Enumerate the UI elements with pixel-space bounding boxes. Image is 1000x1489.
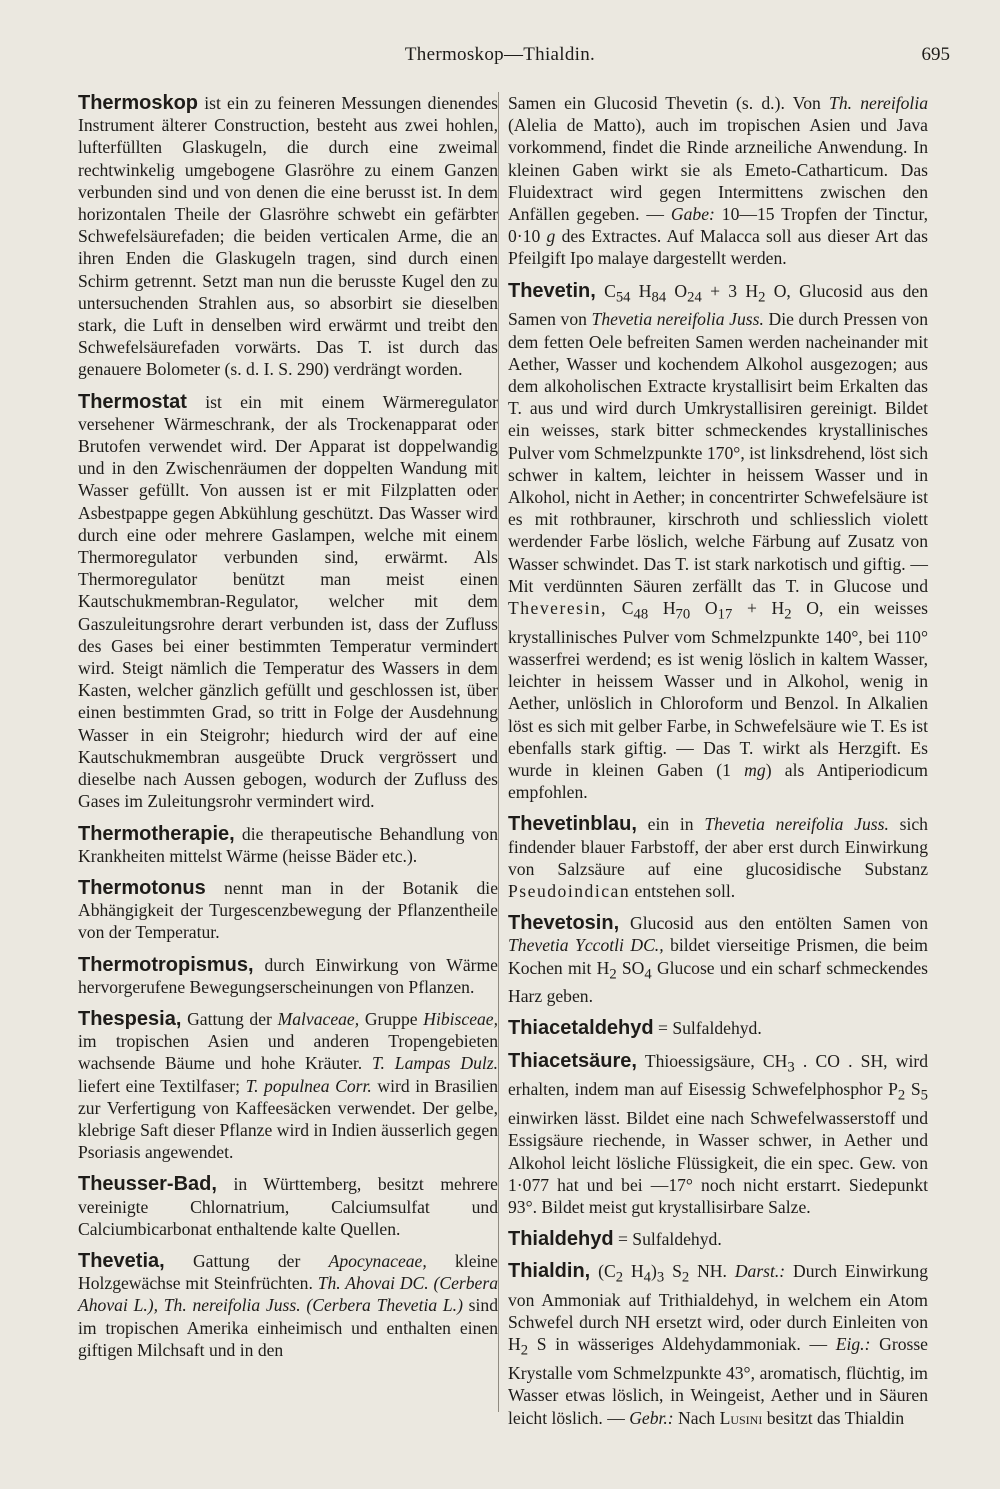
subscript: 4 <box>644 966 652 983</box>
entry-text: Glucosid aus den entölten Samen von <box>619 913 928 934</box>
entry-text: Th. nereifolia <box>829 93 928 113</box>
entry-text: T. Lampas Dulz. <box>372 1053 498 1074</box>
entry-text: Malvaceae, <box>277 1008 360 1029</box>
entry-text: Pseudoindican <box>508 880 631 901</box>
entry-thermoskop <box>78 92 498 381</box>
entry-thevetia <box>78 1250 498 1361</box>
subscript: 2 <box>615 1269 624 1286</box>
headword: Thiacetsäure, <box>508 1049 637 1072</box>
entry-text: Die durch Pressen von dem fetten Oele befreiten Samen werden nacheinander mit Aether, Wasser und kochendem Alkohol ausgezogen; aus dem alkoholischen Extracte krystallisirt beim Erkalten das T. aus und wird durch Umkrystallisiren gereinigt. Bildet ein weisses, stark bitter schmeckendes krystallinisches Pulver vom Schmelzpunkte 170°, ist linksdrehend, löst sich schwer in kaltem, leichter in heissem Wasser und in Alkohol, nicht in Aether; in concentrirter Schwefelsäure ist es mit rothbrauner, kirschroth und schliesslich violett werdender Farbe löslich, welche Färbung auf Zusatz von Wasser schwindet. Das T. ist stark narkotisch und giftig. — Mit verdünnten Säuren zerfällt das T. in Glucose und <box>508 309 928 596</box>
entry-text: S in wässeriges Aldehydammoniak. — <box>528 1334 836 1355</box>
entry-text: . CO . SH, wird erhalten, indem man auf Eisessig Schwefelphosphor P <box>508 1050 928 1100</box>
entry-text: Thevetia nereifolia Juss. <box>704 814 889 835</box>
entry-text: Theveresin, <box>508 597 608 618</box>
entry-text: die therapeutische Behandlung von Krankheiten mittelst Wärme (heisse Bäder etc.). <box>78 823 498 866</box>
subscript: 5 <box>920 1087 928 1104</box>
entry-text: Eig.: <box>835 1334 871 1355</box>
entry-text: ist ein zu feineren Messungen dienendes Instrument älterer Construction, besteht aus zwei hohlen, lufterfüllten Glaskugeln, die durch eine zweimal rechtwinkelig umgebogene Glasröhre zu einem Ganzen verbunden sind und von denen die eine berusst ist. In dem horizontalen Theile der Glasröhre schwebt ein gefärbter Schwefelsäurefaden; die beiden verticalen Arme, die an ihren Enden die Glaskugeln tragen, sind durch einen Schirm getrennt. Setzt man nun die berusste Kugel den zu untersuchenden Strahlen aus, so absorbirt sie dieselben stark, die Luft in denselben wird erwärmt und treibt den Schwefelsäurefaden vorwärts. Das T. ist durch das genauere Bolometer (s. d. I. S. 290) verdrängt worden. <box>78 93 498 380</box>
entry-thialdin <box>508 1260 928 1428</box>
entry-theusser-bad <box>78 1173 498 1240</box>
entry-text: + H <box>732 597 785 618</box>
entry-thermotonus <box>78 877 498 944</box>
entry-text: nennt man in der Botanik die Abhängigkeit der Turgescenzbewegung der Pflanzentheile von der Temperatur. <box>78 877 498 943</box>
entry-thermostat <box>78 391 498 813</box>
entry-thevetinblau <box>508 813 928 902</box>
entry-thiacetsaeure <box>508 1050 928 1218</box>
subscript: 48 <box>633 606 649 623</box>
entry-text: O, Glucosid aus den Samen von <box>508 280 929 330</box>
entry-text: im tropischen Asien und anderen Tropengebieten wachsende Bäume und hohe Kräuter. <box>78 1031 498 1074</box>
entry-thespesia <box>78 1008 498 1163</box>
entry-text: g <box>546 226 556 247</box>
entry-text: NH. <box>689 1261 735 1282</box>
entry-text: mg <box>744 759 766 780</box>
left-column <box>78 92 498 1371</box>
entry-text: kleine Holzgewächse mit Steinfrüchten. <box>78 1250 498 1294</box>
running-title: Thermoskop—Thialdin. <box>404 44 596 65</box>
entry-thevetosin <box>508 912 928 1007</box>
entry-text: = Sulfaldehyd. <box>613 1229 722 1250</box>
entry-text: (C <box>590 1261 616 1282</box>
entry-text: + 3 H <box>701 280 759 301</box>
subscript: 3 <box>656 1269 665 1286</box>
entry-text: C <box>595 280 616 301</box>
entry-text: Apocynaceae, <box>328 1250 427 1271</box>
entry-text: sich findender blauer Farbstoff, der aber erst durch Einwirkung von Salzsäure auf eine glucosidische Substanz <box>508 814 928 879</box>
page-number: 695 <box>921 44 950 65</box>
entry-text: H <box>630 280 652 301</box>
subscript: 17 <box>717 606 733 623</box>
entry-text: ) als Antiperiodicum empfohlen. <box>508 759 928 803</box>
entry-text: O <box>690 597 718 618</box>
entry-text: O <box>666 280 688 301</box>
subscript: 4 <box>643 1269 651 1286</box>
entry-text: besitzt das Thialdin <box>762 1407 905 1428</box>
subscript: 3 <box>787 1059 795 1076</box>
entry-text: Thevetia Yccotli DC., <box>508 935 664 956</box>
subscript: 2 <box>681 1269 690 1286</box>
entry-text: einwirken lässt. Bildet eine nach Schwefelwasserstoff und Essigsäure riechende, in Wasser schwer, in Aether und Alkohol leicht lösliche Flüssigkeit, die ein spec. Gew. von 1·077 hat und bei —17° noch nicht erstarrt. Siedepunkt 93°. Bildet meist gut krystallisirbare Salze. <box>508 1108 928 1217</box>
entry-text: liefert eine Textilfaser; <box>78 1075 246 1096</box>
entry-text: Gruppe <box>359 1008 424 1029</box>
entry-text: S <box>905 1079 921 1100</box>
headword: Thevetin, <box>508 279 596 302</box>
entry-thevetin <box>508 280 928 804</box>
entry-continuation <box>508 92 928 270</box>
entry-text: (Alelia de Matto), auch im tropischen Asien und Java vorkommend, findet die Rinde arzneiliche Anwendung. In kleinen Gaben wirkt sie als Emeto-Catharticum. Das Fluidextract wird gegen Intermittens zwischen den Anfällen gegeben. — <box>508 115 928 225</box>
headword: Thevetia, <box>78 1249 165 1272</box>
entry-text: Glucose und ein scharf schmeckendes Harz geben. <box>508 957 929 1007</box>
entry-thermotropismus <box>78 954 498 998</box>
headword: Theusser-Bad, <box>78 1173 217 1196</box>
entry-text: H <box>648 597 676 618</box>
headword: Thiacetaldehyd <box>508 1017 654 1040</box>
entry-text: Thioessigsäure, CH <box>636 1050 788 1071</box>
headword: Thespesia, <box>78 1007 182 1030</box>
entry-text: C <box>607 597 634 618</box>
entry-text: Nach <box>673 1407 720 1428</box>
entry-thermotherapie <box>78 823 498 867</box>
right-column <box>508 92 928 1439</box>
subscript: 2 <box>520 1342 529 1359</box>
entry-text: Thevetia nereifolia Juss. <box>591 309 764 330</box>
entry-text: Gattung der <box>164 1250 329 1271</box>
entry-text: des Extractes. Auf Malacca soll aus dieser Art das Pfeilgift Ipo malaye dargestellt werden. <box>508 226 929 269</box>
subscript: 24 <box>687 289 702 306</box>
entry-text: Samen ein Glucosid Thevetin (s. d.). Von <box>508 93 830 113</box>
subscript: 2 <box>897 1087 906 1104</box>
entry-text: H <box>623 1261 644 1282</box>
headword: Thialdin, <box>508 1260 591 1283</box>
subscript: 84 <box>651 289 667 306</box>
entry-text: Hibisceae, <box>423 1008 499 1029</box>
entry-text: Grosse Krystalle vom Schmelzpunkte 43°, aromatisch, flüchtig, im Wasser etwas löslich, in Weingeist, Aether und in Säuren leicht löslich. — <box>508 1334 928 1428</box>
subscript: 2 <box>784 606 792 623</box>
headword: Thialdehyd <box>508 1228 614 1251</box>
entry-text: bildet vierseitige Prismen, die beim Kochen mit H <box>508 935 928 978</box>
headword: Thermoskop <box>78 92 199 114</box>
subscript: 2 <box>609 966 617 983</box>
entry-text: ein in <box>636 814 705 835</box>
entry-text: ist ein mit einem Wärmeregulator versehener Wärmeschrank, der als Trockenapparat oder Brutofen verwendet wird. Der Apparat ist doppelwandig und in den Zwischenräumen der doppelten Wandung mit Wasser gefüllt. Von aussen ist er mit Filzplatten oder Asbestpappe gegen Abkühlung geschützt. Das Wasser wird durch eine oder mehrere Gaslampen, welche mit einem Thermoregulator verbunden sind, erwärmt. Als Thermoregulator benützt man meist einen Kautschukmembran-Regulator, welcher mit dem Gaszuleitungsrohre derart verbunden ist, dass der Zufluss des Gases bei einer bestimmten Temperatur vermindert wird. Steigt nämlich die Temperatur des Wassers in dem Kasten, welcher gänzlich gefüllt und geschlossen ist, über einen bestimmten Grad, so tritt in Folge der Ausdehnung Wasser in ein Steigrohr; hiedurch wird der auf eine Kautschukmembran ausgeübte Druck vergrössert und dieselbe nach Aussen gebogen, wodurch der Zufluss des Gases im Zuleitungsrohr vermindert wird. <box>78 391 498 812</box>
entry-text: wird in Brasilien zur Verfertigung von Kaffeesäcken verwendet. Der gelbe, klebrige Saft dieser Pflanze wird in Indien äusserlich gegen Psoriasis angewendet. <box>78 1075 498 1163</box>
entry-thialdehyd <box>508 1228 928 1250</box>
headword: Thevetosin, <box>508 912 620 935</box>
entry-text: Th. Ahovai DC. (Cerbera Ahovai L.), Th. nereifolia Juss. (Cerbera Thevetia L.) <box>78 1273 499 1316</box>
headword: Thermostat <box>78 390 187 413</box>
headword: Thevetinblau, <box>508 813 637 836</box>
entry-text: ) <box>650 1261 657 1282</box>
entry-text: SO <box>616 957 645 978</box>
entry-text: O, ein weisses krystallinisches Pulver vom Schmelzpunkte 140°, bei 110° wasserfrei werdend; es ist wenig löslich in kaltem Wasser, leichter in heissem Wasser und in Alkohol, wenig in Aether, unlöslich in Chloroform und Benzol. In Alkalien löst es sich mit gelber Farbe, in Schwefelsäure wie T. Es ist ebenfalls stark giftig. — Das T. wirkt als Herzgift. Es wurde in kleinen Gaben (1 <box>508 597 929 780</box>
subscript: 54 <box>615 289 631 306</box>
entry-thiacetaldehyd <box>508 1017 928 1039</box>
entry-text: sind im tropischen Amerika einheimisch und enthalten einen giftigen Milchsaft und in den <box>78 1295 498 1360</box>
entry-text: = Sulfaldehyd. <box>653 1018 762 1039</box>
entry-text: in Württemberg, besitzt mehrere vereinigte Chlornatrium, Calciumsulfat und Calciumbicarbonat enthaltende kalte Quellen. <box>78 1174 498 1239</box>
entry-text: Durch Einwirkung von Ammoniak auf Trithialdehyd, in welchem ein Atom Schwefel durch NH ersetzt wird, oder durch Einleiten von H <box>508 1261 928 1355</box>
subscript: 70 <box>675 606 691 623</box>
entry-text: T. populnea Corr. <box>245 1075 372 1096</box>
entry-text: 10—15 Tropfen der Tinctur, 0·10 <box>508 204 929 247</box>
entry-text: entstehen soll. <box>630 880 736 901</box>
column-divider <box>498 92 499 1412</box>
headword: Thermotropismus, <box>78 953 254 976</box>
subscript: 2 <box>758 289 766 306</box>
entry-text: Darst.: <box>734 1261 786 1282</box>
entry-text: durch Einwirkung von Wärme hervorgerufene Bewegungserscheinungen von Pflanzen. <box>78 954 498 997</box>
entry-text: S <box>664 1261 682 1282</box>
headword: Thermotonus <box>78 876 206 899</box>
entry-text: Gattung der <box>181 1008 278 1029</box>
headword: Thermotherapie, <box>78 822 235 845</box>
entry-text: Gebr.: <box>629 1407 674 1428</box>
entry-text: Lusini <box>719 1407 763 1428</box>
entry-text: Gabe: <box>670 204 715 225</box>
